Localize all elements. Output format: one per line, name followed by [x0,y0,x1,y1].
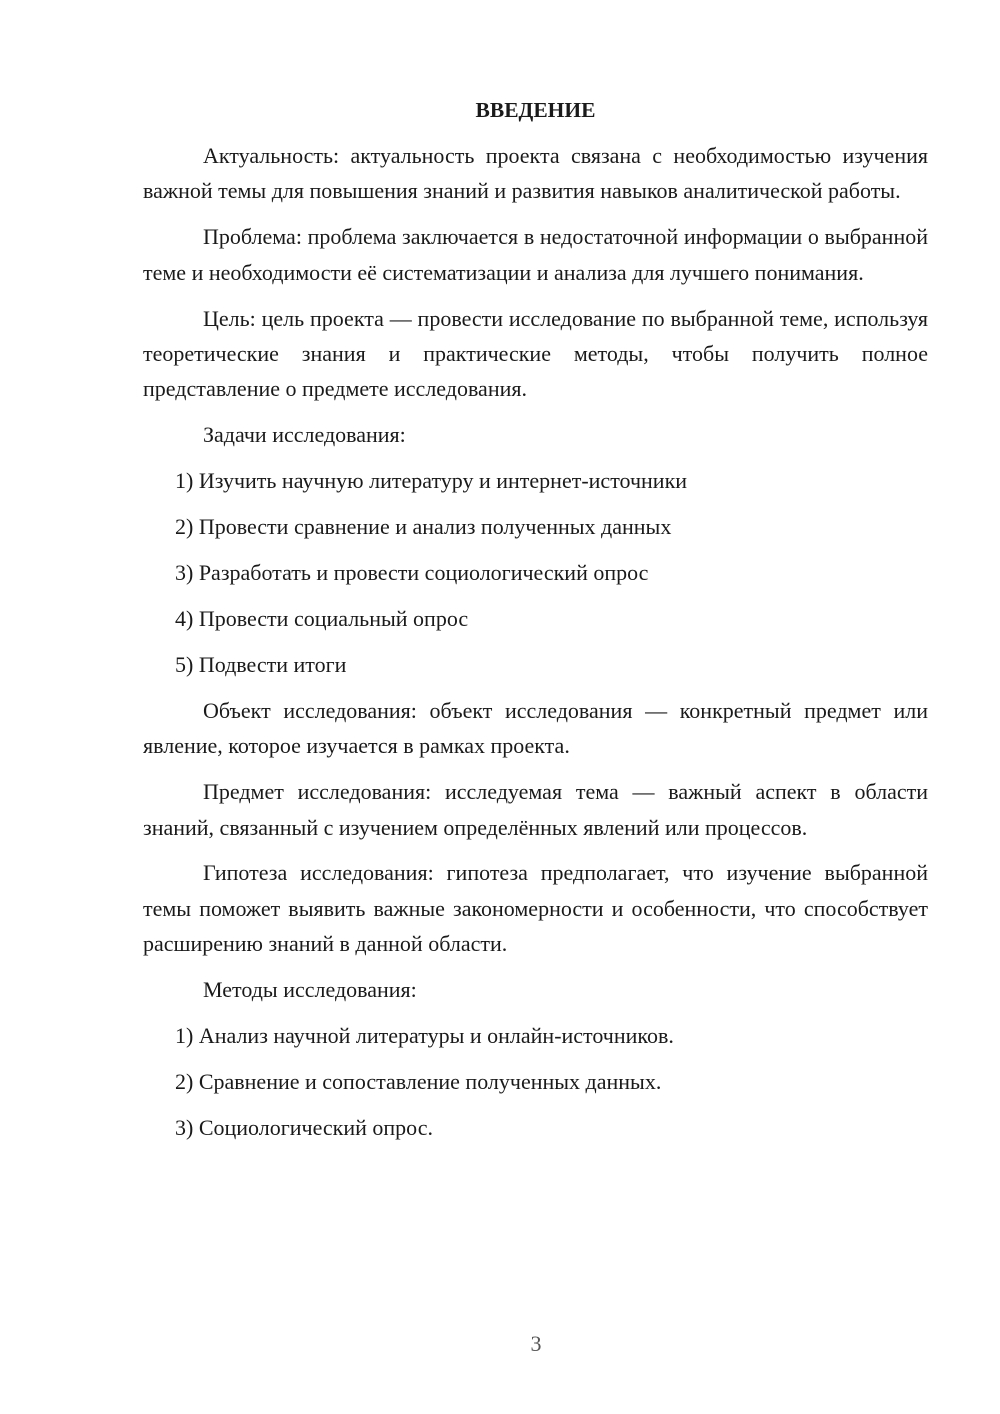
method-item: 3) Социологический опрос. [175,1114,433,1140]
goal-paragraph: Цель: цель проекта — провести исследование по выбранной теме, используя теоретические знания и практические методы, чтобы получить полное представление о предмете исследования. [143,305,928,402]
task-item: 2) Провести сравнение и анализ полученных данных [175,514,672,540]
object-paragraph: Объект исследования: объект исследования — конкретный предмет или явление, которое изучается в рамках проекта. [143,697,928,759]
hypothesis-paragraph: Гипотеза исследования: гипотеза предполагает, что изучение выбранной темы поможет выявить важные закономерности и особенности, что способствует расширению знаний в данной области. [143,860,928,957]
task-item: 5) Подвести итоги [175,651,347,677]
task-item: 4) Провести социальный опрос [175,605,469,631]
methods-heading: Методы исследования: [203,977,417,1003]
problem-paragraph: Проблема: проблема заключается в недостаточной информации о выбранной теме и необходимости её систематизации и анализа для лучшего понимания. [143,224,928,285]
task-item: 3) Разработать и провести социологический опрос [175,560,649,586]
relevance-paragraph: Актуальность: актуальность проекта связана с необходимостью изучения важной темы для повышения знаний и развития навыков аналитической работы. [143,143,928,204]
page-title: ВВЕДЕНИЕ [475,98,596,122]
subject-paragraph: Предмет исследования: исследуемая тема — важный аспект в области знаний, связанный с изучением определённых явлений или процессов. [143,779,928,840]
method-item: 1) Анализ научной литературы и онлайн-источников. [175,1023,674,1049]
tasks-heading: Задачи исследования: [203,422,406,448]
task-item: 1) Изучить научную литературу и интернет-источники [175,468,688,494]
method-item: 2) Сравнение и сопоставление полученных данных. [175,1068,662,1094]
page-content [143,93,928,1156]
page-number: 3 [530,1331,542,1356]
